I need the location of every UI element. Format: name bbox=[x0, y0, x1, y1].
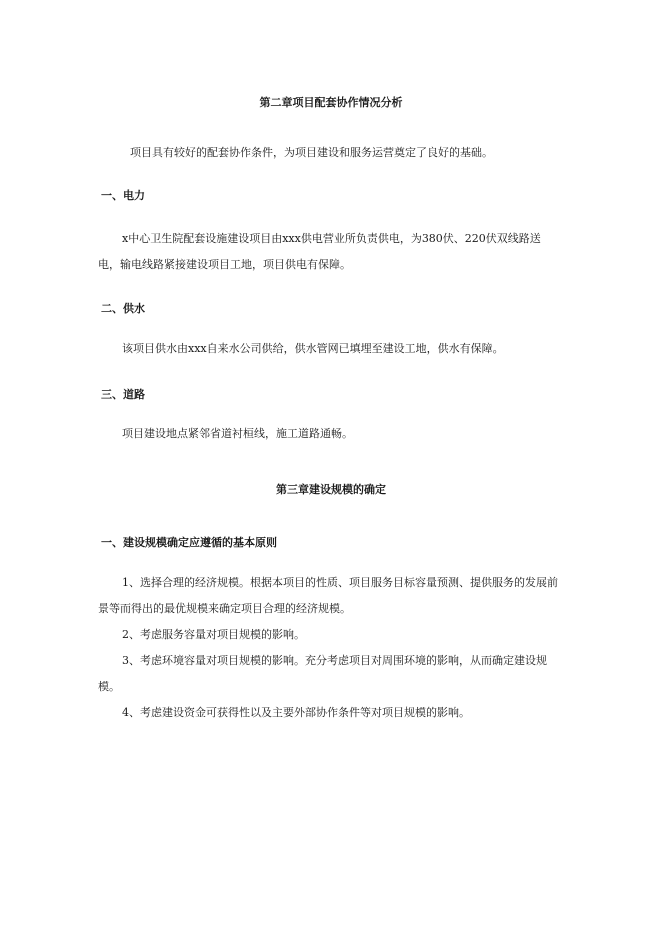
principle-item-4: 4、考虑建设资金可获得性以及主要外部协作条件等对项目规模的影响。 bbox=[122, 706, 470, 719]
section-heading-road: 三、道路 bbox=[101, 388, 145, 401]
principle-item-2: 2、考虑服务容量对项目规模的影响。 bbox=[122, 628, 305, 641]
principle-item-1: 1、选择合理的经济规模。根据本项目的性质、项目服务目标容量预测、提供服务的发展前景等而得出的最优规模来确定项目合理的经济规模。 bbox=[98, 576, 558, 615]
section-heading-principles: 一、建设规模确定应遵循的基本原则 bbox=[101, 536, 277, 549]
section-heading-power: 一、电力 bbox=[101, 189, 145, 202]
section-body-power: x中心卫生院配套设施建设项目由xxx供电营业所负责供电，为380伏、220伏双线路送电，输电线路紧接建设项目工地，项目供电有保障。 bbox=[98, 232, 541, 271]
section-body-water: 该项目供水由xxx自来水公司供给，供水管网已填埋至建设工地，供水有保障。 bbox=[122, 342, 504, 355]
principle-item-3: 3、考虑环境容量对项目规模的影响。充分考虑项目对周围环境的影响，从而确定建设规模。 bbox=[98, 654, 547, 693]
section-body-road: 项目建设地点紧邻省道衬桓线，施工道路通畅。 bbox=[122, 427, 353, 440]
section-heading-water: 二、供水 bbox=[101, 302, 145, 315]
chapter-2-intro: 项目具有较好的配套协作条件，为项目建设和服务运营奠定了良好的基础。 bbox=[130, 146, 493, 159]
chapter-3-title: 第三章建设规模的确定 bbox=[276, 483, 386, 496]
chapter-2-title: 第二章项目配套协作情况分析 bbox=[259, 96, 403, 109]
